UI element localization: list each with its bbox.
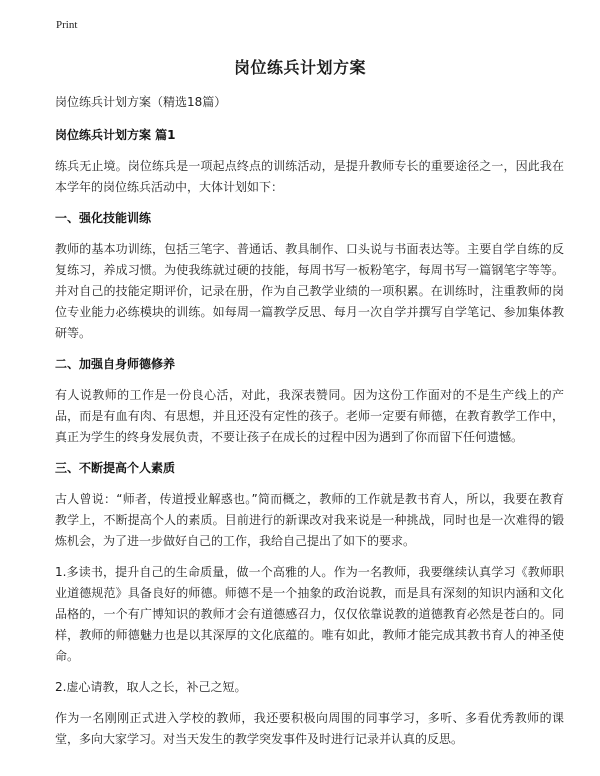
paragraph-intro: 练兵无止境。岗位练兵是一项起点终点的训练活动，是提升教师专长的重要途径之一，因此我在本学年的岗位练兵活动中，大体计划如下： — [55, 159, 564, 194]
paragraph-skills: 教师的基本功训练，包括三笔字、普通话、教具制作、口头说与书面表达等。主要自学自练的反复练习，养成习惯。为使我练就过硬的技能，每周书写一板粉笔字，每周书写一篇钢笔字等等。并对自己的技能定期评价，记录在册，作为自己教学业绩的一项积累。在训练时，注重教师的岗位专业能力必练模块的训练。如每周一篇教学反思、每月一次自学并撰写自学笔记、参加集体教研等。 — [55, 242, 564, 340]
paragraph-ethics: 有人说教师的工作是一份良心活，对此，我深表赞同。因为这份工作面对的不是生产线上的产品，而是有血有肉、有思想，并且还没有定性的孩子。老师一定要有师德，在教育教学工作中，真正为学生的终身发展负责，不要让孩子在成长的过程中因为遇到了你而留下任何遗憾。 — [55, 388, 564, 444]
print-link[interactable]: Print — [56, 19, 78, 31]
paragraph-learning-short: 2.虚心请教，取人之长，补己之短。 — [55, 680, 247, 694]
paragraph-learning: 作为一名刚刚正式进入学校的教师，我还要积极向周围的同事学习，多听、多看优秀教师的课堂，多向大家学习。对当天发生的教学突发事件及时进行记录并认真的反思。 — [55, 711, 564, 746]
document-body — [55, 92, 564, 760]
section-heading-quality: 三、不断提高个人素质 — [55, 461, 176, 475]
paragraph-quality: 古人曾说：“师者，传道授业解惑也。”简而概之，教师的工作就是教书育人，所以，我要在教育教学上，不断提高个人的素质。目前进行的新课改对我来说是一种挑战，同时也是一次难得的锻炼机会，为了进一步做好自己的工作，我给自己提出了如下的要求。 — [55, 492, 564, 548]
section-heading-article-1: 岗位练兵计划方案 篇1 — [55, 128, 176, 142]
document-title: 岗位练兵计划方案 — [233, 58, 366, 77]
paragraph-reading: 1.多读书，提升自己的生命质量，做一个高雅的人。作为一名教师，我要继续认真学习《教师职业道德规范》具备良好的师德。师德不是一个抽象的政治说教，而是具有深刻的知识内涵和文化品格的，一个有广博知识的教师才会有道德感召力，仅仅依靠说教的道德教育必然是苍白的。同样，教师的师德魅力也是以其深厚的文化底蕴的。唯有如此，教师才能完成其教书育人的神圣使命。 — [55, 565, 564, 663]
section-heading-skills: 一、强化技能训练 — [55, 211, 152, 225]
section-heading-ethics: 二、加强自身师德修养 — [55, 357, 176, 371]
document-subtitle: 岗位练兵计划方案（精选18篇） — [55, 95, 227, 109]
